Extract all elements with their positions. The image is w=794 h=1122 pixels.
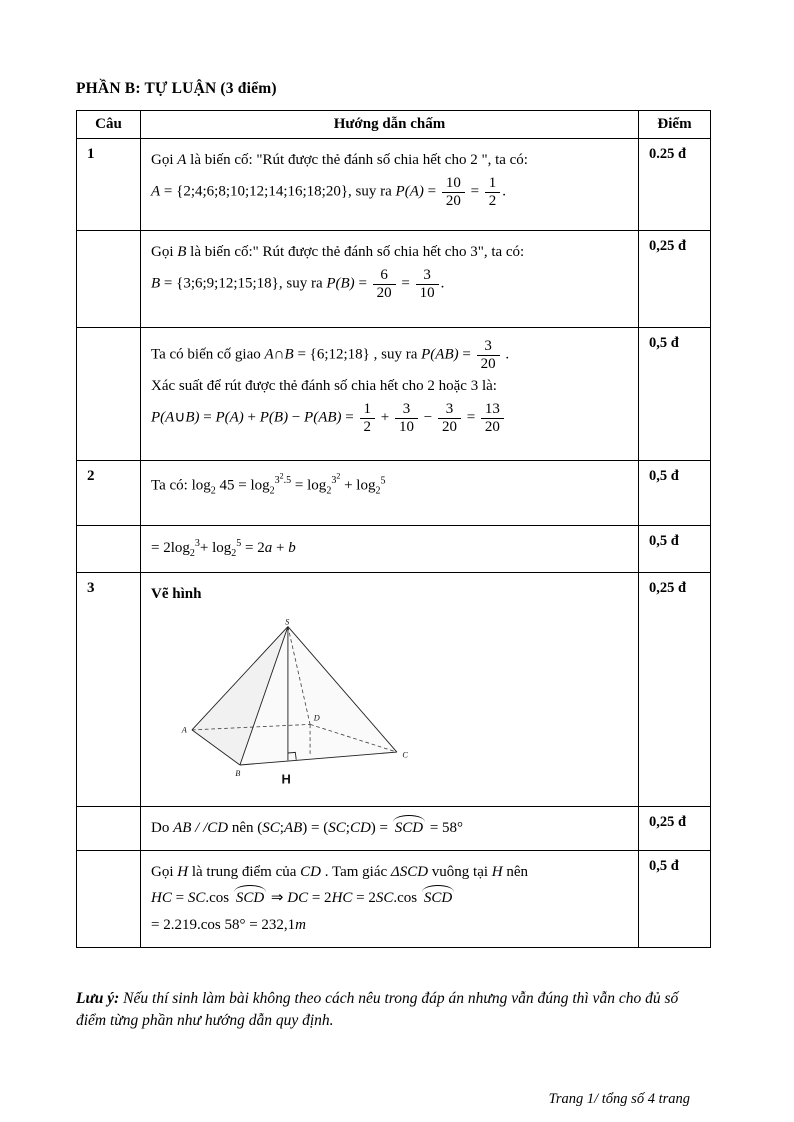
vertex-label-b: B xyxy=(235,768,241,778)
question-number: 1 xyxy=(77,139,141,231)
vertex-label-c: C xyxy=(402,750,408,760)
table-row xyxy=(77,806,711,850)
answer-cell xyxy=(141,806,639,850)
answer-line: HC = SC.cos SCD ⇒ DC = 2HC = 2SC.cos SCD xyxy=(151,887,628,910)
answer-cell xyxy=(141,851,639,948)
fraction: $\frac{3}{10}$ xyxy=(393,401,420,435)
answer-line: Xác suất để rút được thẻ đánh số chia hết cho 2 hoặc 3 là: xyxy=(151,378,497,394)
answer-cell xyxy=(141,328,639,461)
answer-cell xyxy=(141,139,639,231)
table-row xyxy=(77,231,711,328)
table-row xyxy=(77,461,711,526)
answer-line: = $2\log_2^3+ \log_2^5 = 2a + b$ xyxy=(151,538,296,559)
table-row xyxy=(77,526,711,573)
angle-hat: SCD xyxy=(392,817,426,840)
answer-line: A = {2;4;6;8;10;12;14;16;18;20}, suy ra P(A) = $\frac{10}{20}$ = $\frac{1}{2}$ . xyxy=(151,175,507,209)
question-number xyxy=(77,851,141,948)
section-title: PHẦN B: TỰ LUẬN (3 điểm) xyxy=(76,80,277,97)
table-row xyxy=(77,328,711,461)
fraction: $\frac{3}{20}$ xyxy=(436,401,463,435)
score-cell: 0,5 đ xyxy=(639,526,711,573)
fraction: $\frac{10}{20}$ xyxy=(440,175,467,209)
grading-table xyxy=(76,110,711,948)
fraction: $\frac{6}{20}$ xyxy=(371,267,398,301)
header-diem: Điểm xyxy=(639,111,711,139)
pyramid-figure-container xyxy=(179,616,628,799)
note-paragraph xyxy=(76,988,710,1033)
score-cell: 0,5 đ xyxy=(639,328,711,461)
question-number: 3 xyxy=(77,572,141,806)
vertex-label-d: D xyxy=(313,713,320,723)
answer-cell xyxy=(141,461,639,526)
score-cell: 0,25 đ xyxy=(639,572,711,806)
header-cau: Câu xyxy=(77,111,141,139)
header-guide: Hướng dẫn chấm xyxy=(141,111,639,139)
answer-line: P(A∪B) = P(A) + P(B) − P(AB) = $\frac{1}{2}$ + $\frac{3}{10}$ − $\frac{3}{20}$ = $\frac{13}{20}$ xyxy=(151,401,628,435)
table-row xyxy=(77,851,711,948)
fraction: $\frac{13}{20}$ xyxy=(479,401,506,435)
vertex-label-h: H xyxy=(281,771,291,787)
fraction: $\frac{1}{2}$ xyxy=(483,175,503,209)
score-cell: 0,5 đ xyxy=(639,851,711,948)
angle-hat: SCD xyxy=(233,887,267,910)
score-cell: 0,5 đ xyxy=(639,461,711,526)
question-number xyxy=(77,806,141,850)
answer-line: Gọi A là biến cố: "Rút được thẻ đánh số chia hết cho 2 ", ta có: xyxy=(151,152,528,168)
question-number xyxy=(77,328,141,461)
answer-line: = 2.219.cos 58° = 232,1m xyxy=(151,916,307,933)
answer-cell xyxy=(141,231,639,328)
note-text: Nếu thí sinh làm bài không theo cách nêu trong đáp án nhưng vẫn đúng thì vẫn cho đủ số điểm từng phần như hướng dẫn quy định. xyxy=(76,989,679,1030)
question-number: 2 xyxy=(77,461,141,526)
answer-cell xyxy=(141,572,639,806)
vertex-label-a: A xyxy=(181,725,187,735)
vertex-label-s: S xyxy=(285,617,290,627)
answer-line: B = {3;6;9;12;15;18}, suy ra P(B) = $\frac{6}{20}$ = $\frac{3}{10}$ . xyxy=(151,267,445,301)
score-cell: 0.25 đ xyxy=(639,139,711,231)
fraction: $\frac{3}{10}$ xyxy=(414,267,441,301)
answer-line: Ta có biến cố giao A∩B = {6;12;18} , suy ra P(AB) = $\frac{3}{20}$ . xyxy=(151,338,510,372)
table-row xyxy=(77,572,711,806)
fraction: $\frac{1}{2}$ xyxy=(358,401,378,435)
note-label: Lưu ý: xyxy=(76,989,120,1007)
answer-cell xyxy=(141,526,639,573)
page-number: Trang 1/ tổng số 4 trang xyxy=(548,1090,690,1107)
answer-line: Do AB / /CD nên (SC;AB) = (SC;CD) = SCD = 58° xyxy=(151,817,628,840)
question-number xyxy=(77,526,141,573)
fraction: $\frac{3}{20}$ xyxy=(475,338,502,372)
pyramid-figure xyxy=(179,616,419,794)
answer-line: Gọi H là trung điểm của CD . Tam giác ΔSCD vuông tại H nên xyxy=(151,864,529,880)
score-cell: 0,25 đ xyxy=(639,806,711,850)
answer-line: Ta có: $\log_2 45 = \log_2^{3^2.5} = \log_2^{3^2} + \log_2^5$ xyxy=(151,472,386,497)
answer-line: Gọi B là biến cố:" Rút được thẻ đánh số chia hết cho 3", ta có: xyxy=(151,244,525,260)
figure-caption: Vẽ hình xyxy=(151,585,202,602)
question-number xyxy=(77,231,141,328)
table-header-row xyxy=(77,111,711,139)
score-cell: 0,25 đ xyxy=(639,231,711,328)
table-row xyxy=(77,139,711,231)
angle-hat: SCD xyxy=(421,887,455,910)
